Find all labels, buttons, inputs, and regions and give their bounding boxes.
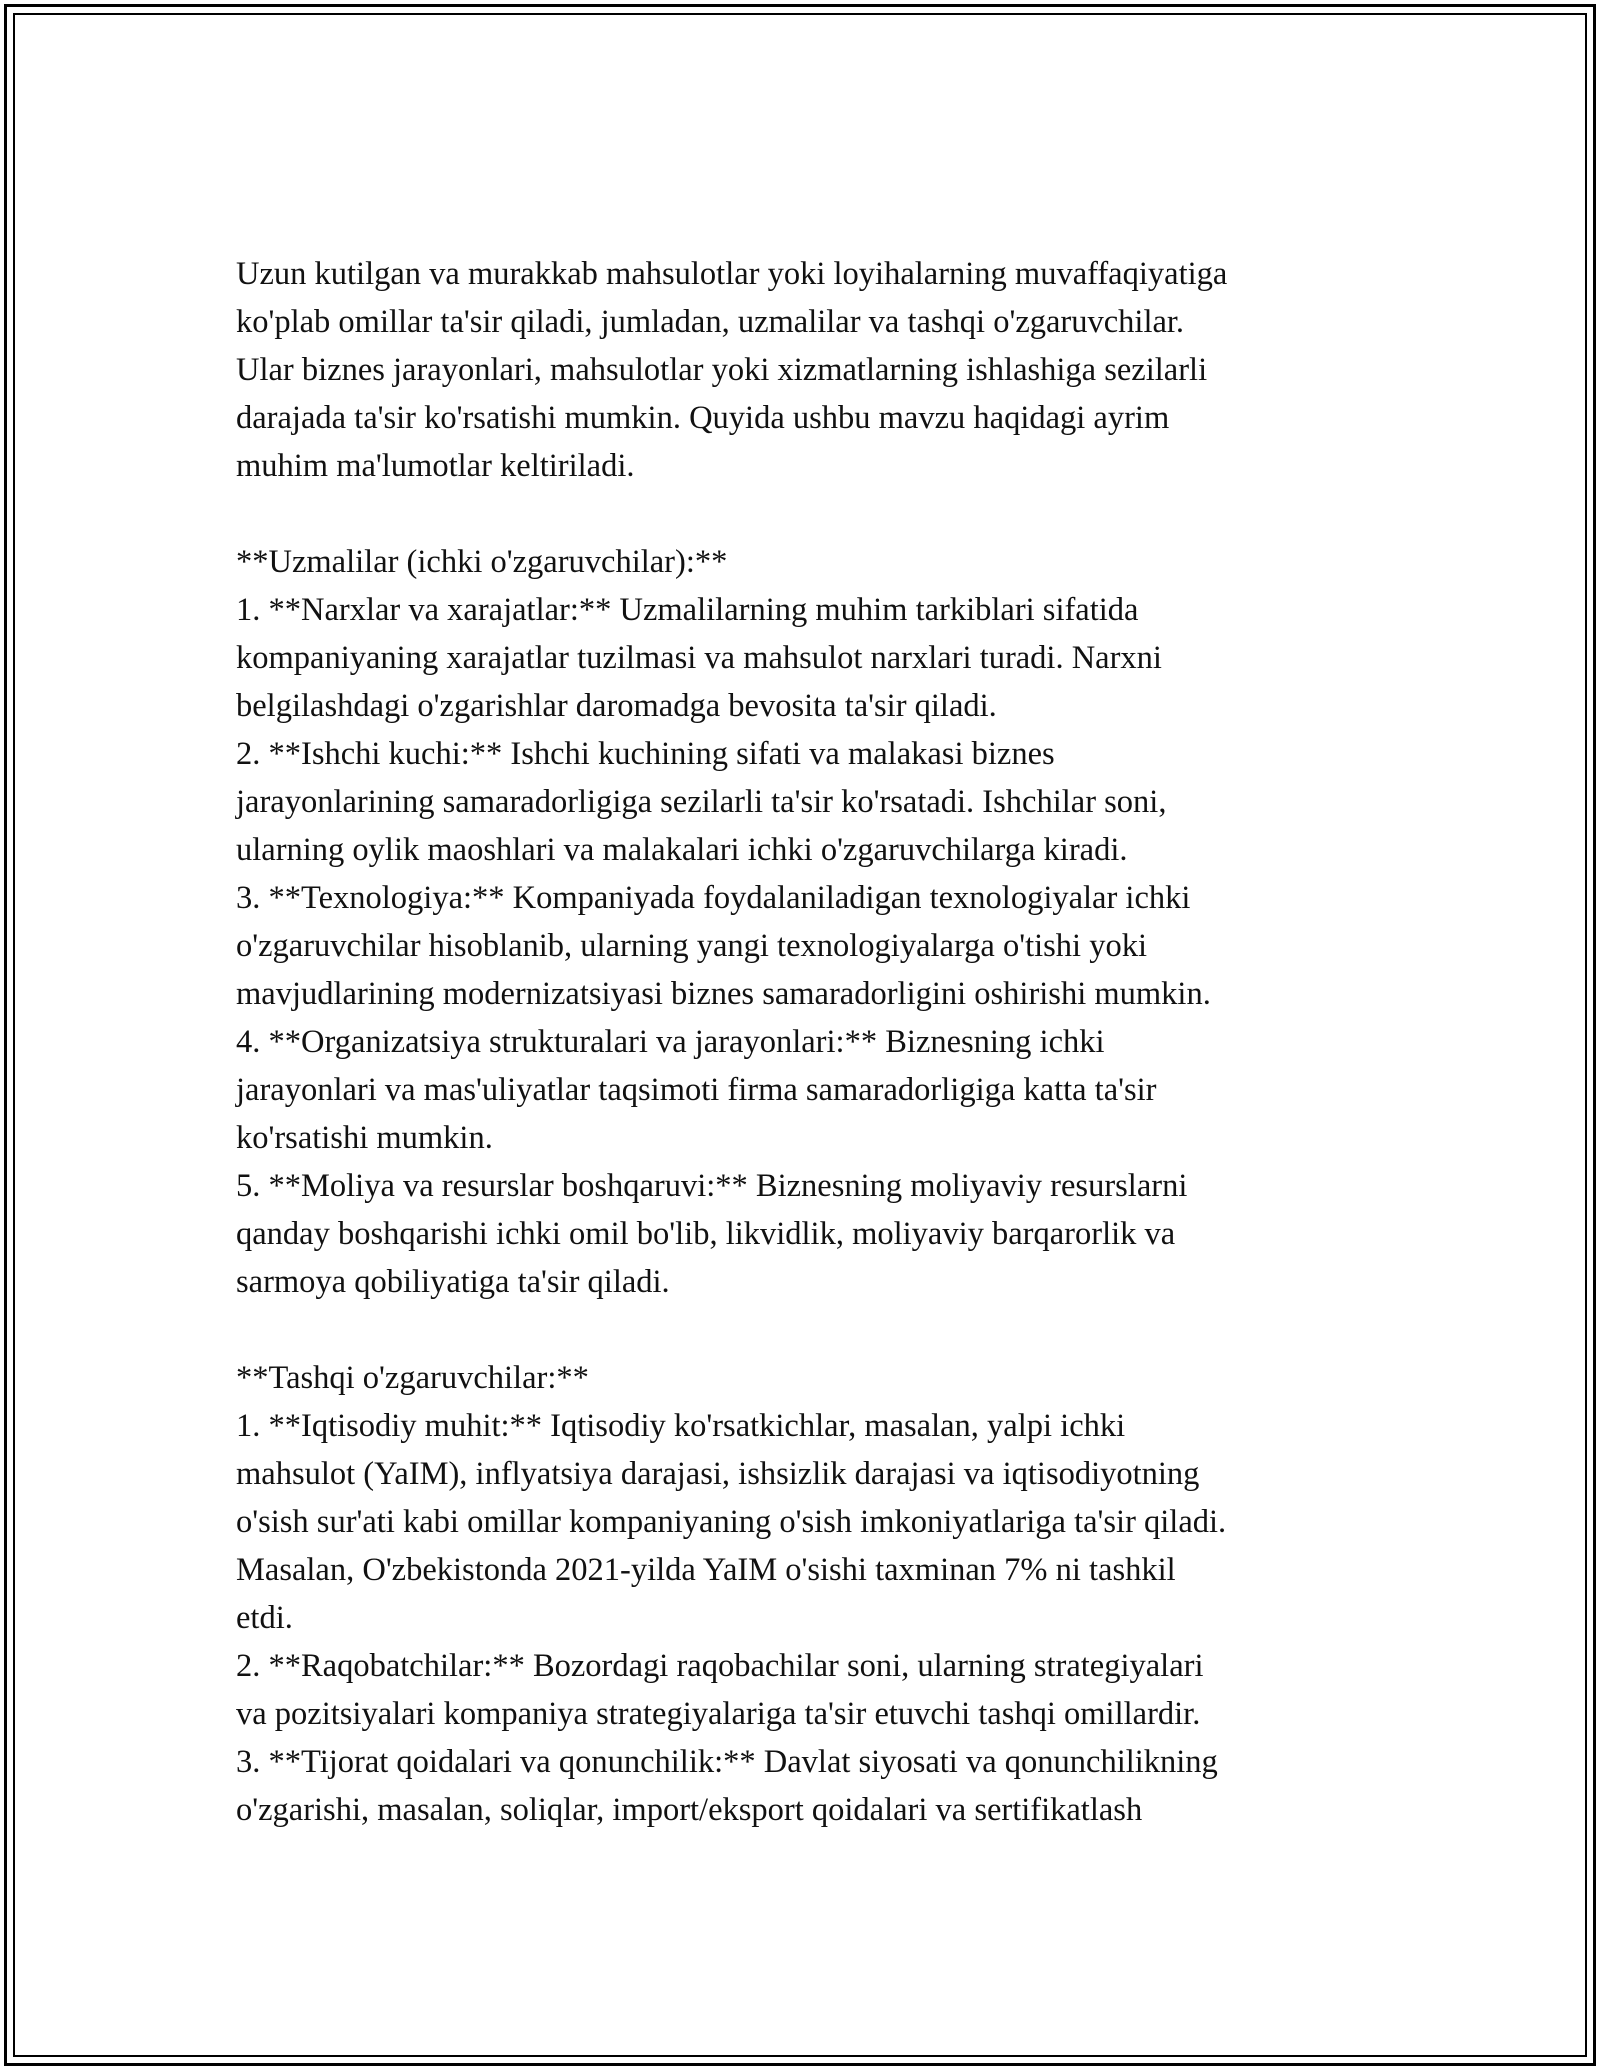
text-line: 2. **Ishchi kuchi:** Ishchi kuchining sifati va malakasi biznes	[236, 736, 1055, 772]
text-line: 2. **Raqobatchilar:** Bozordagi raqobachilar soni, ularning strategiyalari	[236, 1648, 1204, 1684]
text-line: sarmoya qobiliyatiga ta'sir qiladi.	[236, 1264, 670, 1300]
text-line: 3. **Texnologiya:** Kompaniyada foydalaniladigan texnologiyalar ichki	[236, 880, 1191, 916]
text-line: 3. **Tijorat qoidalari va qonunchilik:** Davlat siyosati va qonunchilikning	[236, 1744, 1218, 1780]
text-line: belgilashdagi o'zgarishlar daromadga bevosita ta'sir qiladi.	[236, 688, 997, 724]
text-line: 1. **Iqtisodiy muhit:** Iqtisodiy ko'rsatkichlar, masalan, yalpi ichki	[236, 1408, 1126, 1444]
text-line: o'sish sur'ati kabi omillar kompaniyaning o'sish imkoniyatlariga ta'sir qiladi.	[236, 1504, 1227, 1540]
text-line: mahsulot (YaIM), inflyatsiya darajasi, ishsizlik darajasi va iqtisodiyotning	[236, 1456, 1200, 1492]
external-variables-section	[236, 1354, 1396, 1834]
text-line: ularning oylik maoshlari va malakalari ichki o'zgaruvchilarga kiradi.	[236, 832, 1128, 868]
text-line: 1. **Narxlar va xarajatlar:** Uzmalilarning muhim tarkiblari sifatida	[236, 592, 1139, 628]
paragraph-spacer	[236, 1306, 1396, 1354]
text-line: Masalan, O'zbekistonda 2021-yilda YaIM o'sishi taxminan 7% ni tashkil	[236, 1552, 1176, 1588]
text-line: Ular biznes jarayonlari, mahsulotlar yoki xizmatlarning ishlashiga sezilarli	[236, 352, 1208, 388]
text-line: darajada ta'sir ko'rsatishi mumkin. Quyida ushbu mavzu haqidagi ayrim	[236, 400, 1170, 436]
section-heading: **Tashqi o'zgaruvchilar:**	[236, 1360, 589, 1396]
text-line: o'zgaruvchilar hisoblanib, ularning yangi texnologiyalarga o'tishi yoki	[236, 928, 1147, 964]
intro-paragraph	[236, 250, 1396, 490]
text-line: muhim ma'lumotlar keltiriladi.	[236, 448, 635, 484]
text-line: ko'plab omillar ta'sir qiladi, jumladan, uzmalilar va tashqi o'zgaruvchilar.	[236, 304, 1185, 340]
internal-variables-section	[236, 538, 1396, 1306]
text-line: mavjudlarining modernizatsiyasi biznes samaradorligini oshirishi mumkin.	[236, 976, 1211, 1012]
document-body	[236, 250, 1396, 1834]
text-line: va pozitsiyalari kompaniya strategiyalariga ta'sir etuvchi tashqi omillardir.	[236, 1696, 1201, 1732]
text-line: jarayonlarining samaradorligiga sezilarli ta'sir ko'rsatadi. Ishchilar soni,	[236, 784, 1167, 820]
text-line: etdi.	[236, 1600, 293, 1636]
text-line: 4. **Organizatsiya strukturalari va jarayonlari:** Biznesning ichki	[236, 1024, 1105, 1060]
text-line: 5. **Moliya va resurslar boshqaruvi:** Biznesning moliyaviy resurslarni	[236, 1168, 1188, 1204]
text-line: qanday boshqarishi ichki omil bo'lib, likvidlik, moliyaviy barqarorlik va	[236, 1216, 1176, 1252]
text-line: Uzun kutilgan va murakkab mahsulotlar yoki loyihalarning muvaffaqiyatiga	[236, 256, 1228, 292]
section-heading: **Uzmalilar (ichki o'zgaruvchilar):**	[236, 544, 728, 580]
paragraph-spacer	[236, 490, 1396, 538]
text-line: o'zgarishi, masalan, soliqlar, import/eksport qoidalari va sertifikatlash	[236, 1792, 1143, 1828]
text-line: kompaniyaning xarajatlar tuzilmasi va mahsulot narxlari turadi. Narxni	[236, 640, 1162, 676]
text-line: jarayonlari va mas'uliyatlar taqsimoti firma samaradorligiga katta ta'sir	[236, 1072, 1157, 1108]
text-line: ko'rsatishi mumkin.	[236, 1120, 493, 1156]
